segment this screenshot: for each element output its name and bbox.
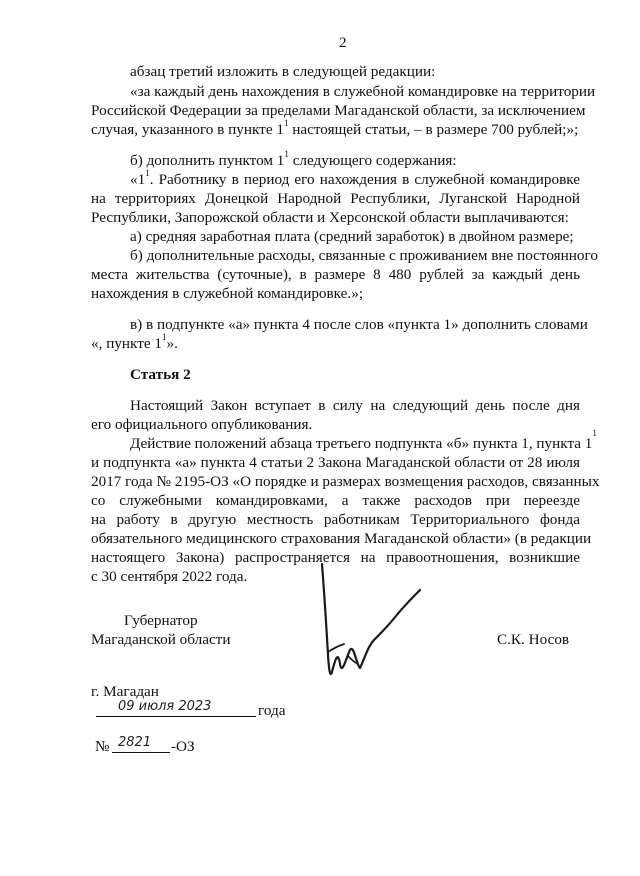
text-line: настоящего Закона) распространяется на правоотношения, возникшие: [91, 549, 580, 566]
handwritten-date: 09 июля 2023: [118, 699, 212, 714]
signatory-title: Губернатор: [124, 612, 198, 629]
place-of-signing: г. Магадан: [91, 683, 159, 700]
text-line: б) дополнить пунктом $1^1$ следующего содержания:: [130, 148, 457, 169]
text-line: места жительства (суточные), в размере 8 480 рублей за каждый день: [91, 266, 580, 283]
handwritten-signature: [310, 560, 430, 690]
text-line: б) дополнительные расходы, связанные с проживанием вне постоянного: [130, 247, 598, 264]
handwritten-law-number: 2821: [118, 735, 152, 750]
number-underline: [112, 752, 170, 753]
text-line: а) средняя заработная плата (средний заработок) в двойном размере;: [130, 228, 574, 245]
text-line: и подпункта «а» пункта 4 статьи 2 Закона Магаданской области от 28 июля: [91, 454, 580, 471]
signatory-name: С.К. Носов: [497, 631, 570, 648]
text-line: Республики, Запорожской области и Херсонской области выплачиваются:: [91, 209, 569, 226]
text-line: «за каждый день нахождения в служебной командировке на территории: [130, 83, 596, 100]
date-underline: [96, 716, 256, 717]
page-number: 2: [339, 34, 347, 51]
signatory-region: Магаданской области: [91, 631, 231, 648]
text-line: «, пункте $1^1$».: [91, 331, 178, 352]
text-line: в) в подпункте «а» пункта 4 после слов «пункта 1» дополнить словами: [130, 316, 588, 333]
text-line: Действие положений абзаца третьего подпункта «б» пункта 1, пункта 1 $^1$: [130, 428, 597, 452]
text-line: на территориях Донецкой Народной Республики, Луганской Народной: [91, 190, 580, 207]
text-line: обязательного медицинского страхования Магаданской области» (в редакции: [91, 530, 592, 547]
text-line: с 30 сентября 2022 года.: [91, 568, 248, 585]
text-line: случая, указанного в пункте $1^1$ настоящей статьи, – в размере 700 рублей;»;: [91, 117, 579, 138]
text-line: его официального опубликования.: [91, 416, 313, 433]
article-heading: Статья 2: [130, 366, 191, 383]
text-line: 2017 года № 2195-ОЗ «О порядке и размерах возмещения расходов, связанных: [91, 473, 600, 490]
text-line: Настоящий Закон вступает в силу на следующий день после дня: [130, 397, 580, 414]
number-suffix: -ОЗ: [171, 738, 195, 755]
text-line: абзац третий изложить в следующей редакции:: [130, 63, 436, 80]
text-line: на работу в другую местность работникам Территориального фонда: [91, 511, 580, 528]
date-suffix: года: [258, 702, 286, 719]
text-line: со служебными командировками, а также расходов при переезде: [91, 492, 580, 509]
text-line: Российской Федерации за пределами Магаданской области, за исключением: [91, 102, 586, 119]
text-line: «$1^1$ . Работнику в период его нахождения в служебной командировке: [130, 167, 580, 188]
number-prefix: №: [95, 738, 110, 755]
text-line: нахождения в служебной командировке.»;: [91, 285, 364, 302]
